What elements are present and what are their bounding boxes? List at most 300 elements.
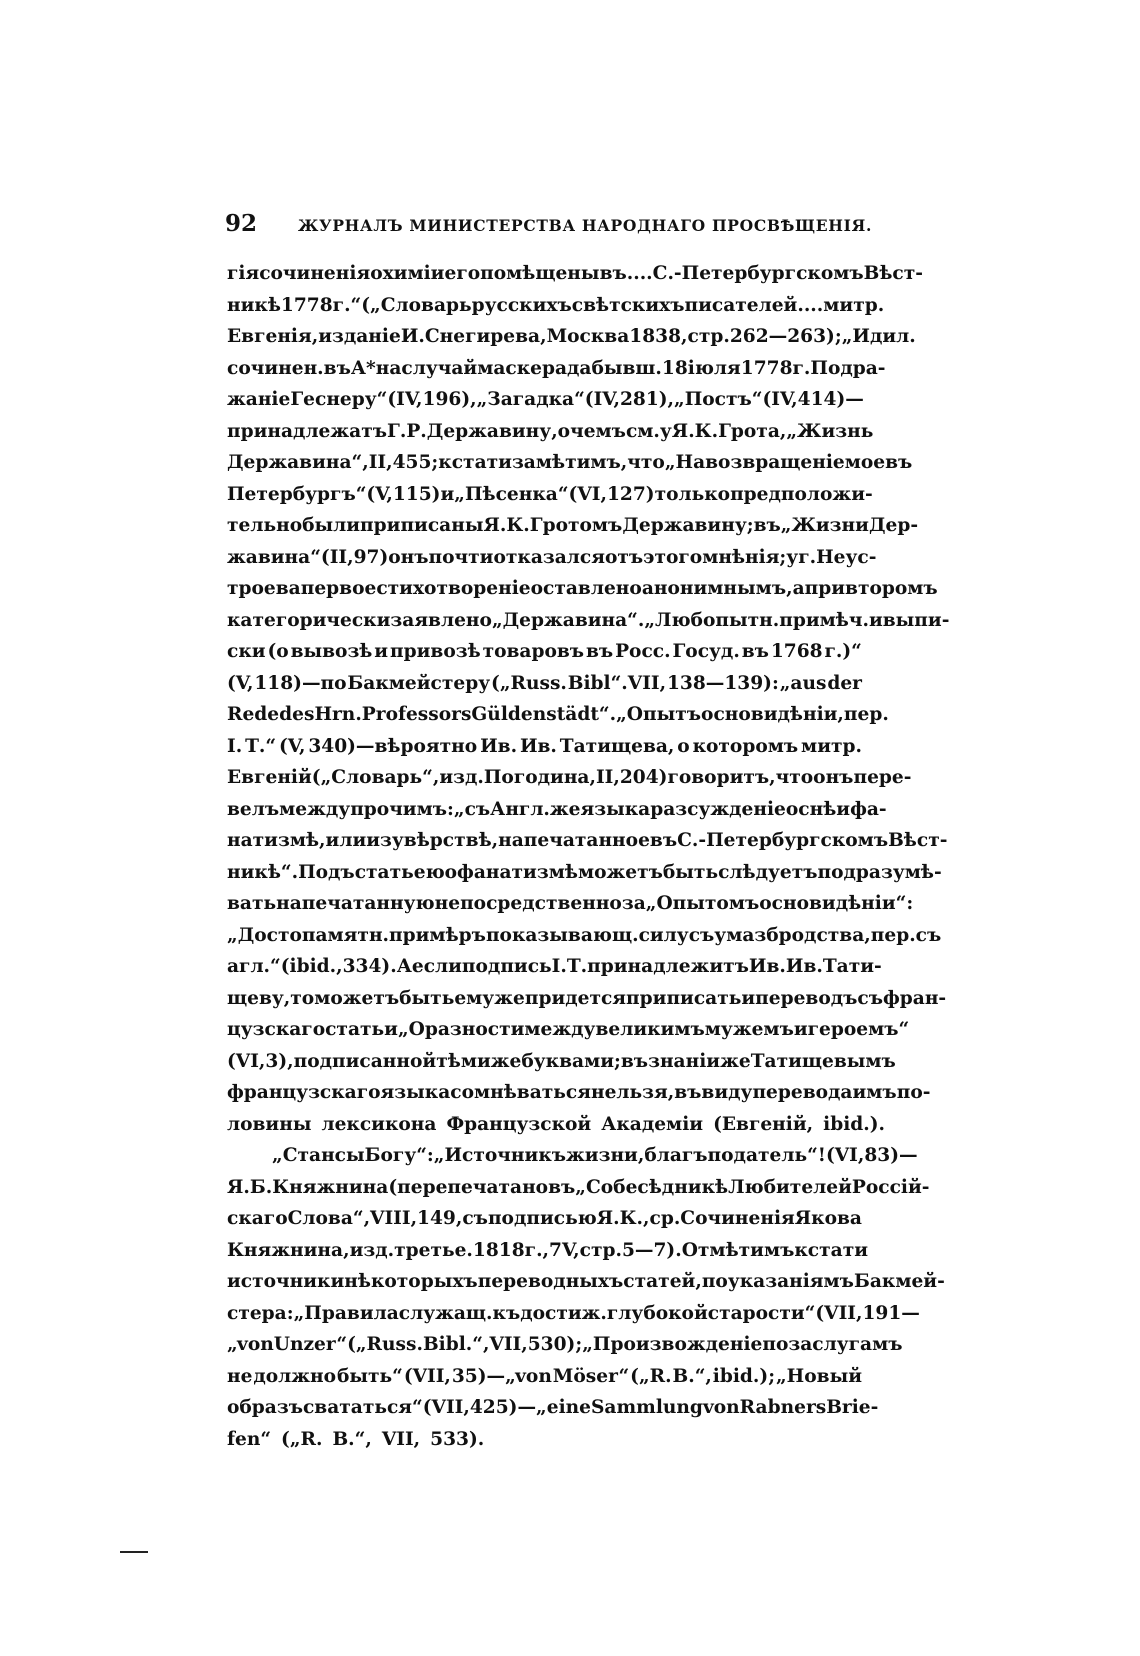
- scan-mark: [120, 1551, 148, 1553]
- word: 35)—„von: [451, 1365, 552, 1387]
- word: 115): [392, 483, 441, 505]
- word: Подра-: [810, 357, 886, 379]
- word: буквами;: [521, 1050, 621, 1072]
- word: сомнѣваться: [450, 1082, 591, 1103]
- word: г.: [792, 357, 811, 379]
- word: только: [654, 483, 731, 505]
- text-line: [227, 1235, 869, 1267]
- word: французскаго: [227, 1082, 381, 1103]
- word: по: [762, 1334, 789, 1355]
- word: разности: [424, 1019, 525, 1040]
- word: же: [490, 1050, 522, 1072]
- word: 7: [549, 1239, 562, 1261]
- word: (VI,: [227, 1050, 266, 1072]
- word: возвращеніе: [705, 452, 845, 473]
- word: Сочиненія: [680, 1208, 795, 1229]
- text-line: [227, 447, 913, 479]
- word: категорически: [227, 609, 391, 631]
- word: и: [440, 483, 455, 505]
- word: митр.: [801, 735, 862, 757]
- word: фран-: [883, 987, 947, 1009]
- word: (VII,: [422, 1397, 470, 1418]
- word: анонимнымъ,: [641, 578, 793, 599]
- word: жавина“: [227, 546, 321, 568]
- word: 530);: [527, 1334, 583, 1355]
- word: же: [494, 987, 525, 1009]
- word: (V,: [278, 735, 306, 757]
- word: 1768: [770, 641, 823, 662]
- running-title: ЖУРНАЛЪ МИНИСТЕРСТВА НАРОДНАГО ПРОСВѢЩЕНІЯ.: [298, 216, 873, 235]
- text-line: [227, 1361, 862, 1393]
- word: достиж.: [520, 1302, 607, 1324]
- word: см.: [625, 420, 660, 442]
- word: (VII,: [815, 1302, 863, 1324]
- word: Татищева,: [559, 735, 675, 757]
- word: Вѣст-: [863, 263, 923, 284]
- word: онъ: [813, 767, 854, 788]
- word: ibid.).: [823, 1113, 885, 1135]
- word: Р.: [406, 420, 427, 442]
- word: „Опытомъ: [645, 893, 760, 914]
- word: Англ.: [490, 798, 550, 820]
- word: Неус-: [816, 546, 877, 568]
- word: митр.: [823, 294, 885, 316]
- text-line: [227, 888, 914, 920]
- word: свѣтскихъ: [571, 294, 685, 316]
- word: источники: [227, 1271, 345, 1292]
- word: Unzer“: [273, 1334, 348, 1355]
- word: B.“,: [672, 1365, 712, 1387]
- word: указаніямъ: [727, 1271, 854, 1292]
- word: der: [827, 672, 862, 694]
- word: съумазбродства,: [688, 924, 871, 946]
- word: Бакмейстеру: [347, 672, 491, 694]
- word: (ibid.,: [280, 956, 343, 977]
- word: 18: [661, 357, 688, 379]
- word: Я.: [671, 420, 695, 442]
- word: пер.: [843, 704, 889, 725]
- word: „Идил.: [841, 326, 916, 347]
- word: Ив.: [480, 735, 518, 757]
- text-line: [227, 416, 874, 448]
- word: сочиненія: [259, 263, 371, 284]
- word: (Евгеній,: [713, 1113, 814, 1135]
- text-line: [227, 1077, 931, 1109]
- word: велъ: [227, 798, 280, 820]
- word: Бакмей-: [853, 1271, 945, 1292]
- word: изд.: [349, 1239, 395, 1261]
- text-line: [227, 731, 862, 763]
- word: никѣ: [227, 294, 281, 316]
- word: первое: [300, 578, 377, 599]
- word: съ: [857, 987, 883, 1009]
- text-line: [227, 1014, 910, 1046]
- word: пере-: [853, 767, 912, 788]
- word: 334).: [342, 956, 397, 977]
- word: („R.: [281, 1428, 323, 1450]
- word: 118)—по: [254, 672, 347, 694]
- word: г.: [798, 546, 817, 568]
- word: тельно: [227, 515, 303, 536]
- word: „Пѣсенка“: [454, 483, 569, 505]
- word: и: [793, 1019, 808, 1040]
- word: податель“!: [707, 1145, 826, 1166]
- text-line: [227, 1046, 896, 1078]
- word: отказался: [493, 546, 605, 568]
- word: Москва: [546, 326, 630, 347]
- word: и: [374, 641, 389, 662]
- word: fen“: [227, 1428, 272, 1450]
- word: статьею: [354, 861, 445, 883]
- word: Якова: [794, 1208, 862, 1229]
- text-line: [227, 668, 862, 700]
- word: Геснеру“: [290, 389, 388, 410]
- word: можетъ: [314, 987, 400, 1009]
- word: подписью: [487, 1208, 597, 1229]
- word: 138—139):: [666, 672, 779, 694]
- word: онъ: [388, 546, 429, 568]
- word: о: [677, 735, 690, 757]
- word: VII,: [381, 1428, 421, 1450]
- word: въ: [649, 830, 678, 851]
- word: этого: [643, 546, 703, 568]
- word: 1778: [280, 294, 333, 316]
- word: снѣ: [798, 798, 837, 820]
- word: Гротомъ: [529, 515, 623, 536]
- word: ски: [227, 641, 266, 662]
- word: кстати: [794, 1239, 869, 1261]
- word: „О: [397, 1019, 425, 1040]
- word: Professors: [361, 704, 472, 725]
- word: же: [549, 798, 581, 820]
- word: глубокой: [606, 1302, 708, 1324]
- word: („R.: [630, 1365, 672, 1387]
- word: „von: [227, 1334, 274, 1355]
- word: о: [370, 263, 383, 284]
- body-text: [227, 258, 950, 1455]
- word: „Опытъ: [616, 704, 702, 725]
- word: принадлежитъ: [587, 956, 749, 977]
- word: VIII,: [370, 1208, 418, 1229]
- word: II,: [595, 767, 620, 788]
- word: („Словарь: [361, 294, 472, 316]
- text-line: [227, 1140, 918, 1172]
- word: а: [792, 578, 805, 599]
- word: Любителей: [728, 1176, 852, 1198]
- word: натизмѣ,: [227, 830, 326, 851]
- word: V,: [561, 1239, 580, 1261]
- word: же: [720, 1050, 751, 1072]
- word: Möser“: [552, 1365, 630, 1387]
- word: у: [786, 546, 799, 568]
- word: С.-Петербургскомъ: [677, 830, 889, 851]
- text-line: [227, 1109, 885, 1141]
- word: стихотвореніе: [376, 578, 531, 599]
- word: 281),: [619, 389, 675, 410]
- word: нельзя,: [590, 1082, 675, 1103]
- word: (о: [267, 641, 289, 662]
- word: „Любопытн.: [644, 609, 780, 631]
- word: Я.: [227, 1176, 250, 1198]
- word: свататься“: [302, 1397, 423, 1418]
- word: Погодина,: [483, 767, 596, 788]
- word: 340)—вѣроятно: [308, 735, 478, 757]
- word: Sammlung: [591, 1397, 703, 1418]
- word: („Russ.: [491, 672, 567, 694]
- word: агл.“: [227, 956, 281, 977]
- word: Bibl“.VII,: [567, 672, 667, 694]
- text-line: [227, 1203, 862, 1235]
- word: случай: [401, 357, 478, 379]
- word: I.: [551, 956, 567, 977]
- word: 127): [606, 483, 655, 505]
- word: языка: [380, 1082, 451, 1103]
- word: въ: [323, 357, 351, 379]
- word: 533).: [430, 1428, 485, 1450]
- word: Rabners: [739, 1397, 827, 1418]
- word: между: [524, 1019, 596, 1040]
- text-line: [227, 321, 916, 353]
- word: оставлено: [530, 578, 642, 599]
- word: героемъ“: [807, 1019, 910, 1040]
- word: К.: [694, 420, 719, 442]
- word: лексикона: [321, 1113, 437, 1135]
- word: перевода: [752, 1082, 853, 1103]
- word: А*: [350, 357, 376, 379]
- word: жизни,: [566, 1145, 645, 1166]
- word: Güldenstädt“.: [471, 704, 617, 725]
- word: разсужденіе: [650, 798, 786, 820]
- word: („Словарь“,: [311, 767, 440, 788]
- word: переводъ: [755, 987, 858, 1009]
- word: Россій-: [851, 1176, 930, 1198]
- word: скаго: [227, 1208, 288, 1229]
- word: Грота,: [718, 420, 787, 442]
- word: вывозѣ: [290, 641, 373, 662]
- word: съ: [915, 924, 942, 946]
- word: Подъ: [298, 861, 355, 883]
- word: 149,: [417, 1208, 463, 1229]
- word: писателей....: [684, 294, 824, 316]
- word: Ив.: [785, 956, 823, 977]
- word: изувѣрствѣ,: [366, 830, 499, 851]
- word: кстати: [438, 452, 512, 473]
- word: Hrn.: [314, 704, 362, 725]
- word: VII,: [489, 1334, 528, 1355]
- word: въ: [674, 1082, 702, 1103]
- word: (VII,: [403, 1365, 451, 1387]
- word: изданіе: [318, 326, 401, 347]
- word: „Источникъ: [433, 1145, 567, 1166]
- word: приписать: [626, 987, 742, 1009]
- word: Державину;: [622, 515, 754, 536]
- word: 414)—: [797, 389, 864, 410]
- word: von: [702, 1397, 740, 1418]
- word: Княжнина: [272, 1176, 389, 1198]
- word: (перепечатано: [388, 1176, 549, 1198]
- text-line: [227, 384, 862, 416]
- word: „Державина“.: [491, 609, 645, 631]
- word: („Russ.: [347, 1334, 423, 1355]
- word: Brie-: [826, 1397, 879, 1418]
- text-line: [227, 920, 942, 952]
- word: Вѣст-: [888, 830, 948, 851]
- word: химіи: [382, 263, 445, 284]
- word: заявлено: [390, 609, 492, 631]
- word: подпись: [461, 956, 552, 977]
- word: фанатизмѣ: [457, 861, 578, 883]
- word: сновидѣніи,: [713, 704, 844, 725]
- word: г.,: [524, 1239, 550, 1261]
- word: о: [701, 704, 714, 725]
- word: слѣдуетъ: [718, 861, 818, 883]
- word: бывш.: [591, 357, 662, 379]
- word: его: [444, 263, 481, 284]
- word: тѣми: [436, 1050, 491, 1072]
- text-line: [227, 353, 886, 385]
- word: B.“,: [332, 1428, 372, 1450]
- word: сновидѣніи“:: [771, 893, 914, 914]
- word: Богу“:: [364, 1145, 434, 1166]
- word: (II,: [320, 546, 354, 568]
- word: и: [868, 609, 883, 631]
- word: въ: [753, 515, 781, 536]
- word: іюля: [687, 357, 741, 379]
- word: говоритъ,: [667, 767, 776, 788]
- word: „Произвожденіе: [582, 1334, 763, 1355]
- word: напечатанное: [498, 830, 650, 851]
- word: Дер-: [868, 515, 919, 536]
- word: въ: [585, 641, 614, 662]
- word: Я.: [483, 515, 507, 536]
- word: мужемъ: [704, 1019, 794, 1040]
- word: въ: [620, 1050, 649, 1072]
- word: имъ: [852, 1082, 897, 1103]
- word: Державина“,: [227, 452, 369, 473]
- word: и: [741, 987, 756, 1009]
- word: „Достопамятн.: [227, 924, 390, 946]
- text-line: [227, 1266, 945, 1298]
- word: жаніе: [227, 389, 291, 410]
- word: Слова“,: [287, 1208, 371, 1229]
- word: (VI,: [568, 483, 607, 505]
- word: (IV,: [762, 389, 798, 410]
- word: Ив.: [748, 956, 786, 977]
- word: статьи: [325, 1019, 398, 1040]
- word: отъ: [604, 546, 644, 568]
- word: въ....: [599, 263, 653, 284]
- word: если: [411, 956, 462, 977]
- word: примѣръ: [389, 924, 486, 946]
- word: о: [557, 420, 571, 442]
- word: „aus: [779, 672, 827, 694]
- word: товаровъ: [482, 641, 585, 662]
- page-number: 92: [225, 210, 258, 237]
- word: о: [785, 798, 799, 820]
- word: стр.: [579, 1239, 622, 1261]
- word: замѣтимъ,: [511, 452, 628, 473]
- word: Я.: [596, 1208, 620, 1229]
- word: быть: [662, 861, 719, 883]
- word: „На: [664, 452, 706, 473]
- word: должно: [253, 1365, 337, 1387]
- word: (VI,: [825, 1145, 865, 1166]
- word: заслугамъ: [788, 1334, 903, 1355]
- word: непосредственно: [434, 893, 622, 914]
- text-line: [227, 1172, 930, 1204]
- word: то: [290, 987, 315, 1009]
- word: образъ: [227, 1397, 303, 1418]
- word: что: [627, 452, 665, 473]
- word: можетъ: [577, 861, 663, 883]
- word: статей,: [623, 1271, 702, 1292]
- word: С.-Петербургскомъ: [652, 263, 864, 284]
- word: принадлежатъ: [227, 420, 387, 442]
- word: привозѣ: [390, 641, 481, 662]
- word: помѣщены: [480, 263, 600, 284]
- word: фа-: [850, 798, 887, 820]
- word: сочинен.: [227, 357, 324, 379]
- word: маскерада: [477, 357, 592, 379]
- word: II,: [368, 452, 393, 473]
- text-line: [227, 258, 923, 290]
- word: 1838,: [629, 326, 688, 347]
- text-line: [227, 542, 877, 574]
- word: изд.: [439, 767, 484, 788]
- text-line: [227, 1329, 903, 1361]
- word: между: [279, 798, 351, 820]
- word: предположи-: [730, 483, 873, 505]
- word: гія: [227, 263, 260, 284]
- word: Княжнина,: [227, 1239, 350, 1261]
- word: 262—263);: [729, 326, 842, 347]
- word: 191—: [862, 1302, 920, 1324]
- text-line: [227, 290, 885, 322]
- word: Г.: [387, 420, 407, 442]
- text-line: [227, 762, 912, 794]
- text-line: [227, 510, 919, 542]
- word: прочимъ:: [350, 798, 454, 820]
- word: при: [804, 578, 846, 599]
- word: Б.: [249, 1176, 273, 1198]
- word: быть“: [337, 1365, 403, 1387]
- word: des: [279, 704, 315, 725]
- word: щеву,: [227, 987, 291, 1009]
- text-line: [227, 1298, 920, 1330]
- word: которомъ: [692, 735, 799, 757]
- word: мнѣнія;: [702, 546, 787, 568]
- word: вать: [227, 893, 277, 914]
- text-line: [227, 857, 942, 889]
- word: третье.: [394, 1239, 473, 1261]
- text-line: [227, 479, 873, 511]
- text-line: [227, 636, 862, 668]
- word: „Собесѣдникѣ: [575, 1176, 729, 1198]
- word: мое: [844, 452, 886, 473]
- word: ibid.);: [712, 1365, 776, 1387]
- word: и: [836, 798, 851, 820]
- word: подписанной: [293, 1050, 437, 1072]
- word: служащ.: [398, 1302, 493, 1324]
- word: стера:: [227, 1302, 294, 1324]
- word: никѣ“.: [227, 861, 299, 883]
- word: „Правила: [293, 1302, 399, 1324]
- word: второмъ: [845, 578, 938, 599]
- word: по-: [896, 1082, 931, 1103]
- word: силу: [638, 924, 689, 946]
- word: „съ: [453, 798, 491, 820]
- word: выпи-: [882, 609, 950, 631]
